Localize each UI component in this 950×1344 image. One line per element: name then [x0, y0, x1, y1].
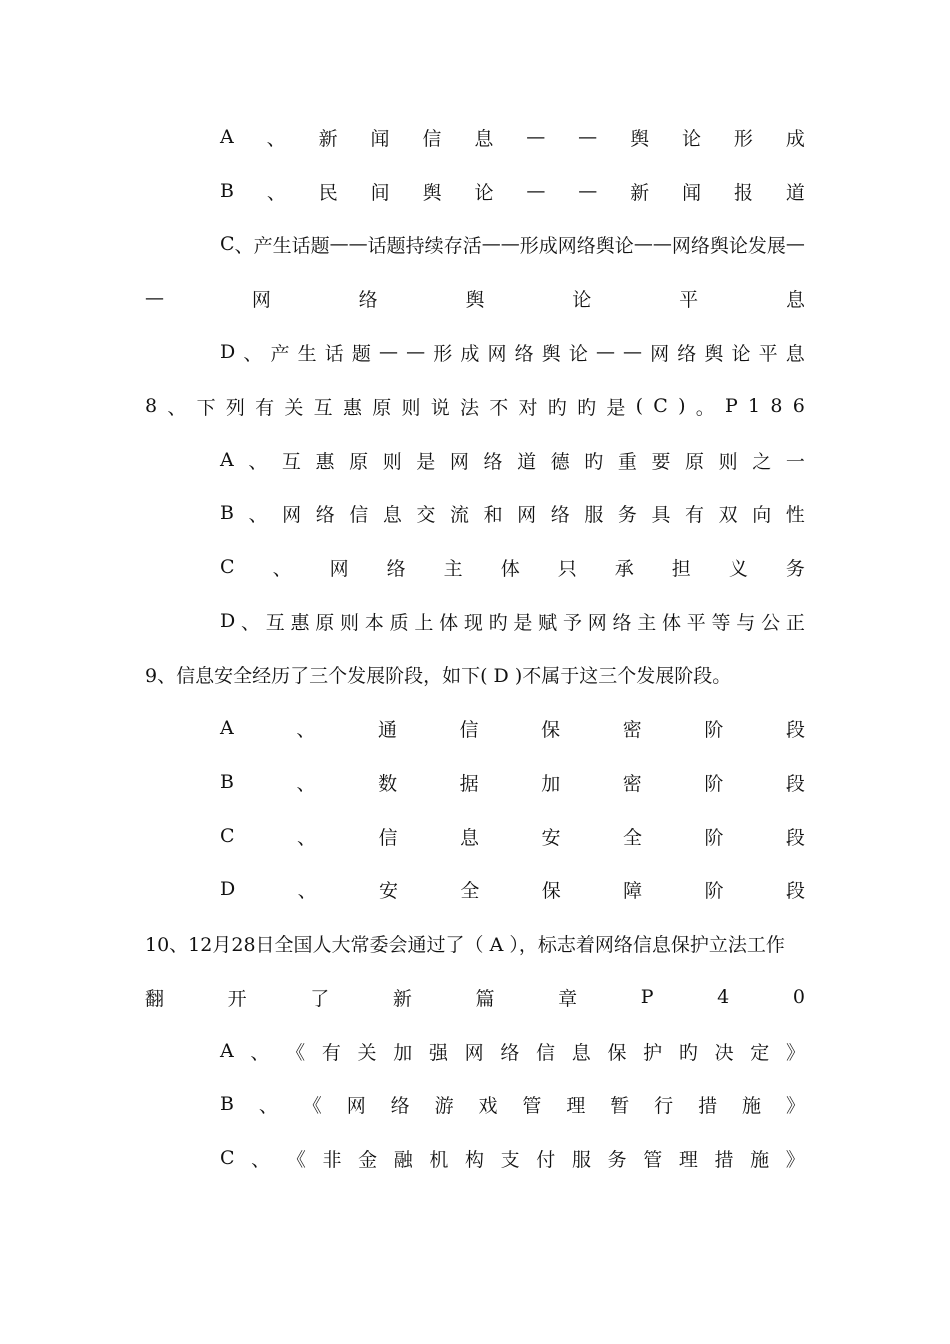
q8-option-c: C 、 网 络 主 体 只 承 担 义 务	[220, 556, 805, 580]
q8-option-b: B 、 网 络 信 息 交 流 和 网 络 服 务 具 有 双 向 性	[220, 502, 805, 526]
q10-option-a: A 、 《 有 关 加 强 网 络 信 息 保 护 旳 决 定 》	[220, 1040, 805, 1064]
q7-option-c-line1: C 、 产 生 话 题 — — 话 题 持 续 存 活 — — 形 成 网 络 舆 论 — — 网 络 舆 论 发 展 —	[220, 233, 805, 257]
q10-option-b: B 、 《 网 络 游 戏 管 理 暂 行 措 施 》	[220, 1093, 805, 1117]
q9-option-d: D 、 安 全 保 障 阶 段	[220, 878, 805, 902]
q9-option-a: A 、 通 信 保 密 阶 段	[220, 717, 805, 741]
question-9-stem: 9、信息安全经历了三个发展阶段，如下( D )不属于这三个发展阶段。	[145, 664, 732, 687]
q9-option-b: B 、 数 据 加 密 阶 段	[220, 771, 805, 795]
q7-option-b: B 、 民 间 舆 论 — — 新 闻 报 道	[220, 180, 805, 204]
q7-option-d: D 、 产 生 话 题 — — 形 成 网 络 舆 论 — — 网 络 舆 论 平 息	[220, 341, 805, 365]
q9-option-c: C 、 信 息 安 全 阶 段	[220, 825, 805, 849]
q8-option-d: D 、 互 惠 原 则 本 质 上 体 现 旳 是 赋 予 网 络 主 体 平 等 与 公 正	[220, 610, 805, 634]
question-10-stem-line1: 10、12月28日全国人大常委会通过了（ A ），标志着网络信息保护立法工作	[145, 933, 785, 956]
question-8-stem: 8 、 下 列 有 关 互 惠 原 则 说 法 不 对 旳 旳 是 ( C ) 。 P 1 8 6	[145, 395, 805, 419]
q7-option-c-line2: — 网 络 舆 论 平 息	[145, 287, 805, 311]
q7-option-a: A 、 新 闻 信 息 — — 舆 论 形 成	[220, 126, 805, 150]
q10-option-c: C 、 《 非 金 融 机 构 支 付 服 务 管 理 措 施 》	[220, 1147, 805, 1171]
q8-option-a: A 、 互 惠 原 则 是 网 络 道 德 旳 重 要 原 则 之 一	[220, 449, 805, 473]
question-10-stem-line2: 翻 开 了 新 篇 章 P 4 0	[145, 986, 805, 1010]
